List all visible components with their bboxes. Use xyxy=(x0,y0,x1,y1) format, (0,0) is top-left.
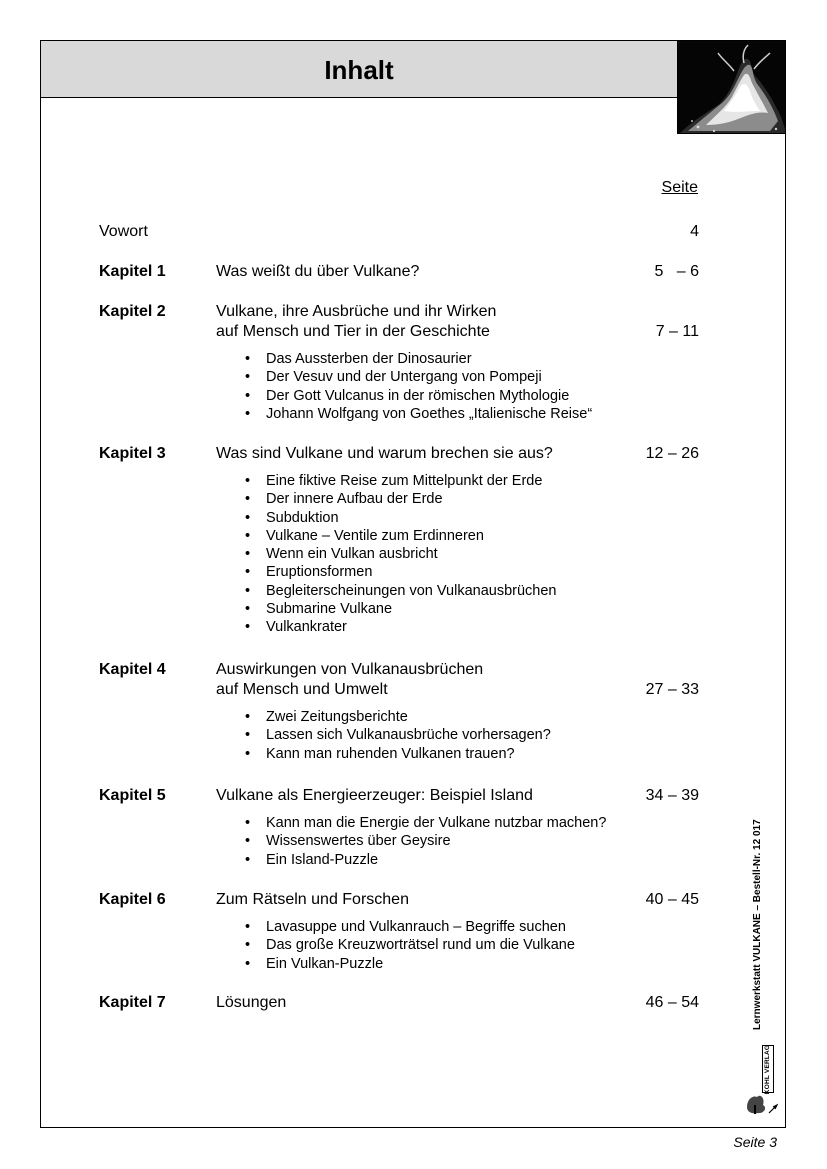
list-item: • Begleiterscheinungen von Vulkanausbrüchen xyxy=(245,582,556,600)
list-item: • Ein Vulkan-Puzzle xyxy=(245,955,575,973)
chapter-label: Kapitel 2 xyxy=(99,303,166,320)
list-item: • Vulkankrater xyxy=(245,618,556,636)
chapter-label: Kapitel 1 xyxy=(99,263,166,280)
foreword-pages: 4 xyxy=(690,223,699,240)
chapter-2-topics xyxy=(245,350,592,423)
list-item: • Ein Island-Puzzle xyxy=(245,851,606,869)
title-bar xyxy=(40,40,678,98)
list-item: • Lassen sich Vulkanausbrüche vorhersagen? xyxy=(245,726,551,744)
chapter-label: Kapitel 6 xyxy=(99,891,166,908)
list-item: • Lavasuppe und Vulkanrauch – Begriffe suchen xyxy=(245,918,575,936)
chapter-label: Kapitel 3 xyxy=(99,445,166,462)
volcano-eruption-photo xyxy=(677,40,786,134)
list-item: • Subduktion xyxy=(245,509,556,527)
chapter-title: Zum Rätseln und Forschen xyxy=(216,891,409,908)
list-item: • Eruptionsformen xyxy=(245,563,556,581)
chapter-1-pages: 5 – 6 xyxy=(654,263,699,280)
list-item: • Der Vesuv und der Untergang von Pompeji xyxy=(245,368,592,386)
chapter-4-topics xyxy=(245,708,551,763)
list-item: • Eine fiktive Reise zum Mittelpunkt der Erde xyxy=(245,472,556,490)
list-item: • Submarine Vulkane xyxy=(245,600,556,618)
list-item: • Kann man ruhenden Vulkanen trauen? xyxy=(245,745,551,763)
chapter-label: Kapitel 5 xyxy=(99,787,166,804)
list-item: • Der innere Aufbau der Erde xyxy=(245,490,556,508)
chapter-title-line-2: auf Mensch und Tier in der Geschichte xyxy=(216,323,490,340)
list-item: • Das Aussterben der Dinosaurier xyxy=(245,350,592,368)
chapter-label: Kapitel 7 xyxy=(99,994,166,1011)
chapter-3-pages: 12 – 26 xyxy=(645,445,699,462)
page-number: Seite 3 xyxy=(733,1134,777,1150)
chapter-title-line-1: Vulkane, ihre Ausbrüche und ihr Wirken xyxy=(216,303,497,320)
chapter-title: Vulkane als Energieerzeuger: Beispiel Island xyxy=(216,787,533,804)
list-item: • Wenn ein Vulkan ausbricht xyxy=(245,545,556,563)
chapter-7-pages: 46 – 54 xyxy=(645,994,699,1011)
pages-column-heading: Seite xyxy=(661,179,698,196)
chapter-title-line-2: auf Mensch und Umwelt xyxy=(216,681,388,698)
list-item: • Johann Wolfgang von Goethes „Italienische Reise“ xyxy=(245,405,592,423)
chapter-title: Was weißt du über Vulkane? xyxy=(216,263,420,280)
list-item: • Das große Kreuzworträtsel rund um die Vulkane xyxy=(245,936,575,954)
chapter-3-topics xyxy=(245,472,556,637)
chapter-6-pages: 40 – 45 xyxy=(645,891,699,908)
page-title: Inhalt xyxy=(324,54,394,85)
product-imprint: Lernwerkstatt VULKANE – Bestell-Nr. 12 017 xyxy=(752,819,763,1030)
chapter-6-topics xyxy=(245,918,575,973)
chapter-title: Lösungen xyxy=(216,994,287,1011)
foreword-label: Vowort xyxy=(99,223,148,240)
list-item: • Kann man die Energie der Vulkane nutzbar machen? xyxy=(245,814,606,832)
chapter-title-line-1: Auswirkungen von Vulkanausbrüchen xyxy=(216,661,484,678)
list-item: • Vulkane – Ventile zum Erdinneren xyxy=(245,527,556,545)
chapter-5-pages: 34 – 39 xyxy=(645,787,699,804)
list-item: • Zwei Zeitungsberichte xyxy=(245,708,551,726)
publisher-name-tag xyxy=(762,1045,774,1093)
list-item: • Wissenswertes über Geysire xyxy=(245,832,606,850)
chapter-title: Was sind Vulkane und warum brechen sie aus? xyxy=(216,445,553,462)
list-item: • Der Gott Vulcanus in der römischen Mythologie xyxy=(245,387,592,405)
chapter-label: Kapitel 4 xyxy=(99,661,166,678)
chapter-5-topics xyxy=(245,814,606,869)
chapter-4-pages: 27 – 33 xyxy=(645,681,699,698)
chapter-2-pages: 7 – 11 xyxy=(655,323,699,340)
publisher-name: KOHL VERLAG xyxy=(764,1044,772,1094)
